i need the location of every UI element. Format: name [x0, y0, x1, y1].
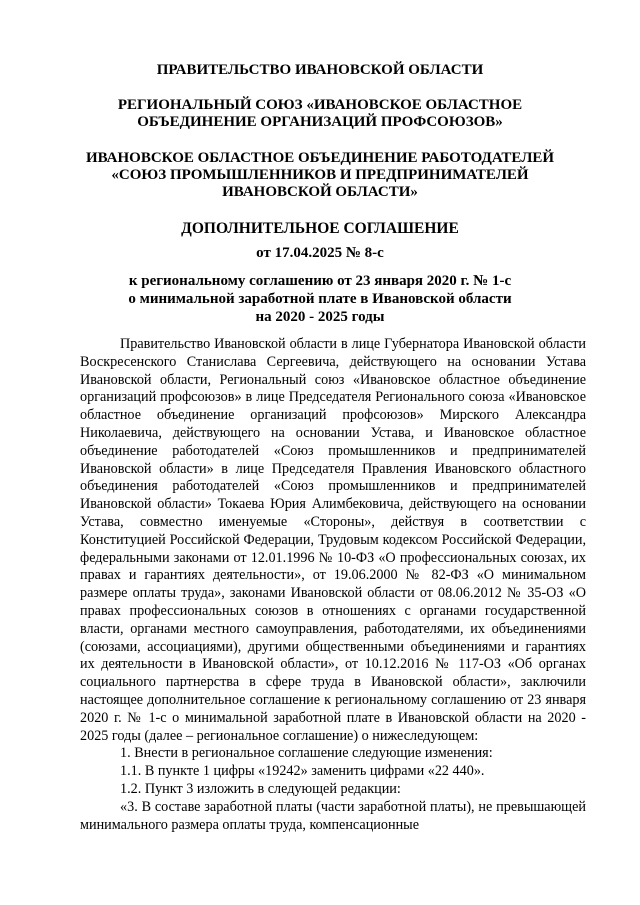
- union-heading: [70, 97, 570, 131]
- item-1-1: 1.1. В пункте 1 цифры «19242» заменить цифрами «22 440».: [120, 763, 485, 780]
- employers-name-line2: «СОЮЗ ПРОМЫШЛЕННИКОВ И ПРЕДПРИНИМАТЕЛЕЙ: [111, 167, 529, 183]
- item-1: 1. Внести в региональное соглашение следующие изменения:: [120, 745, 493, 762]
- quoted-clause-3: «3. В составе заработной платы (части заработной платы), не превышающей минимального размера оплаты труда, компенсационные: [80, 798, 586, 833]
- document-number: [70, 245, 570, 262]
- item-1-2: 1.2. Пункт 3 изложить в следующей редакции:: [120, 780, 401, 797]
- union-name-line2: ОБЪЕДИНЕНИЕ ОРГАНИЗАЦИЙ ПРОФСОЮЗОВ»: [137, 114, 503, 130]
- employers-heading: [70, 150, 570, 201]
- subject-line2: о минимальной заработной плате в Ивановской области: [128, 291, 512, 307]
- employers-name-line3: ИВАНОВСКОЙ ОБЛАСТИ»: [222, 184, 418, 200]
- document-title: [70, 220, 570, 237]
- document-body: [80, 336, 586, 834]
- document-subject: [70, 272, 570, 326]
- government-name: ПРАВИТЕЛЬСТВО ИВАНОВСКОЙ ОБЛАСТИ: [156, 62, 484, 78]
- document-title-text: ДОПОЛНИТЕЛЬНОЕ СОГЛАШЕНИЕ: [181, 220, 459, 237]
- government-heading: [70, 62, 570, 79]
- subject-line3: на 2020 - 2025 годы: [255, 309, 385, 325]
- subject-line1: к региональному соглашению от 23 января 2020 г. № 1-с: [128, 273, 512, 289]
- document-number-text: от 17.04.2025 № 8-с: [256, 245, 384, 261]
- preamble-paragraph: Правительство Ивановской области в лице Губернатора Ивановской области Воскресенского Станислава Сергеевича, действующего на основании Устава Ивановской области, Региональный союз «Ивановское областное объединение организаций профсоюзов» в лице Председателя Регионального союза «Ивановское областное объединение организаций профсоюзов» Мирского Александра Николаевича, действующего на основании Устава, и Ивановское областное объединение работодателей «Союз промышленников и предпринимателей Ивановской области» в лице Председателя Правления Ивановского областного объединения работодателей «Союз промышленников и предпринимателей Ивановской области» Токаева Юрия Алимбековича, действующего на основании Устава, совместно именуемые «Стороны», действуя в соответствии с Конституцией Российской Федерации, Трудовым кодексом Российской Федерации, федеральными законами от 12.01.1996 № 10-ФЗ «О профессиональных союзах, их правах и гарантиях деятельности», от 19.06.2000 № 82-ФЗ «О минимальном размере оплаты труда», законами Ивановской области от 08.06.2012 № 35-ОЗ «О правах профессиональных союзов в отношениях с органами государственной власти, органами местного самоуправления, работодателями, их объединениями (союзами, ассоциациями), другими общественными объединениями и гарантиях их деятельности в Ивановской области», от 10.12.2016 № 117-ОЗ «Об органах социального партнерства в сфере труда в Ивановской области», заключили настоящее дополнительное соглашение к региональному соглашению от 23 января 2020 г. № 1-с о минимальной заработной плате в Ивановской области на 2020 - 2025 годы (далее – региональное соглашение) о нижеследующем:: [80, 336, 586, 744]
- employers-name-line1: ИВАНОВСКОЕ ОБЛАСТНОЕ ОБЪЕДИНЕНИЕ РАБОТОДАТЕЛЕЙ: [85, 150, 555, 166]
- union-name-line1: РЕГИОНАЛЬНЫЙ СОЮЗ «ИВАНОВСКОЕ ОБЛАСТНОЕ: [117, 97, 523, 113]
